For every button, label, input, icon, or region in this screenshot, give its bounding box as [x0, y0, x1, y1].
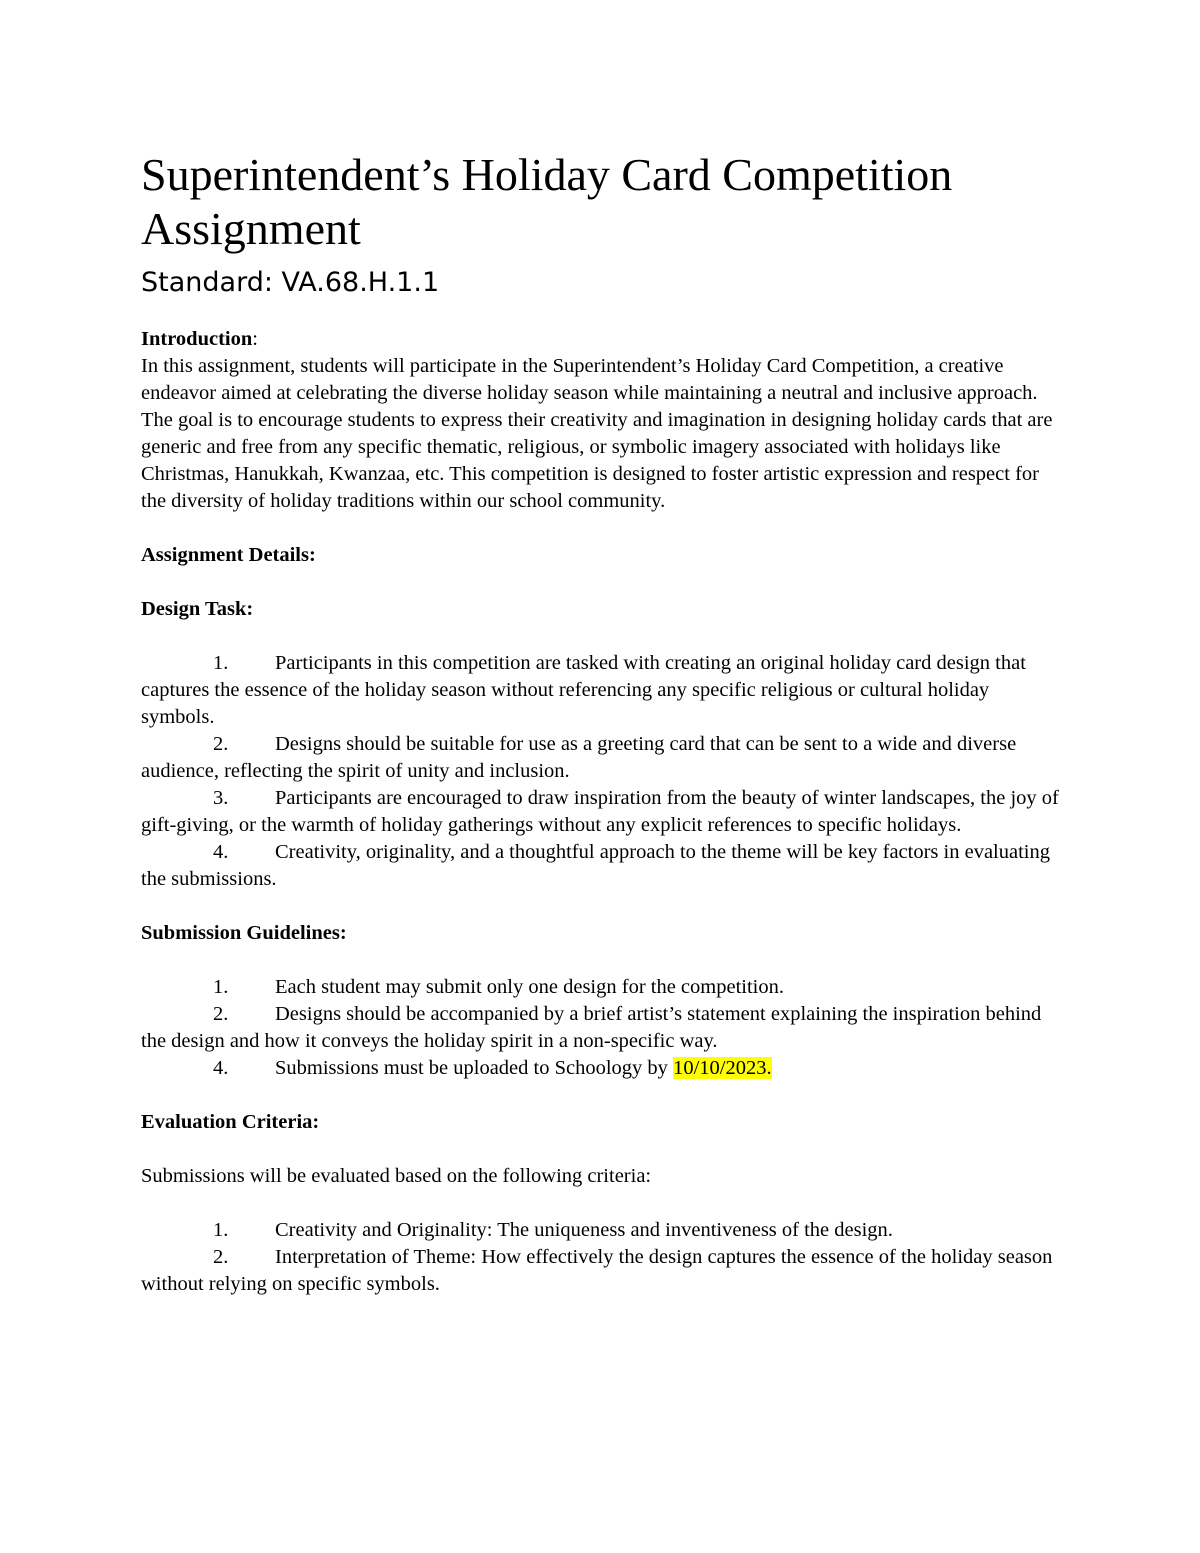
list-item-number: 3.	[213, 787, 229, 809]
list-item	[141, 839, 1061, 893]
list-item-number: 1.	[213, 976, 229, 998]
list-item-text: Interpretation of Theme: How effectively the design captures the essence of the holiday season without relying on specific symbols.	[141, 1246, 1053, 1295]
list-item-text: Creativity, originality, and a thoughtful approach to the theme will be key factors in evaluating the submissions.	[141, 841, 1050, 890]
list-item-number: 2.	[213, 733, 229, 755]
introduction-heading: Introduction	[141, 328, 253, 350]
submission-guidelines-heading: Submission Guidelines:	[141, 922, 347, 944]
list-item	[141, 1001, 1061, 1055]
list-item-text: Designs should be accompanied by a brief artist’s statement explaining the inspiration behind the design and how it conveys the holiday spirit in a non-specific way.	[141, 1003, 1042, 1052]
list-item-text: Participants in this competition are tasked with creating an original holiday card design that captures the essence of the holiday season without referencing any specific religious or cultural holiday symbols.	[141, 652, 1026, 728]
list-item	[141, 1244, 1061, 1298]
list-item-text: Creativity and Originality: The uniqueness and inventiveness of the design.	[275, 1219, 893, 1241]
assignment-details-heading: Assignment Details:	[141, 544, 316, 566]
list-item-number: 2.	[213, 1003, 229, 1025]
design-task-list	[141, 650, 1061, 893]
list-item	[141, 974, 1061, 1001]
deadline-list-item	[141, 1055, 1061, 1082]
list-item-text: Participants are encouraged to draw inspiration from the beauty of winter landscapes, the joy of gift-giving, or the warmth of holiday gatherings without any explicit references to specific holidays.	[141, 787, 1059, 836]
assignment-details-section	[141, 542, 1061, 569]
list-item-text: Submissions must be uploaded to Schoology by	[275, 1057, 674, 1079]
design-task-heading: Design Task:	[141, 598, 254, 620]
document-page	[141, 148, 1061, 1298]
list-item-number: 4.	[213, 841, 229, 863]
list-item-number: 1.	[213, 652, 229, 674]
introduction-section	[141, 326, 1061, 515]
standard-subtitle: Standard: VA.68.H.1.1	[141, 267, 440, 298]
list-item-number: 1.	[213, 1219, 229, 1241]
list-item	[141, 1217, 1061, 1244]
design-task-section	[141, 596, 1061, 893]
evaluation-criteria-list	[141, 1217, 1061, 1298]
list-item-text: Designs should be suitable for use as a greeting card that can be sent to a wide and diverse audience, reflecting the spirit of unity and inclusion.	[141, 733, 1017, 782]
submission-guidelines-list	[141, 974, 1061, 1082]
evaluation-criteria-heading: Evaluation Criteria:	[141, 1111, 320, 1133]
list-item-number: 2.	[213, 1246, 229, 1268]
list-item	[141, 785, 1061, 839]
list-item-number: 4.	[213, 1057, 229, 1079]
introduction-colon: :	[252, 328, 258, 350]
highlighted-deadline-date: 10/10/2023.	[673, 1057, 772, 1079]
evaluation-criteria-section	[141, 1109, 1061, 1298]
list-item	[141, 650, 1061, 731]
list-item	[141, 731, 1061, 785]
submission-guidelines-section	[141, 920, 1061, 1082]
evaluation-criteria-intro: Submissions will be evaluated based on the following criteria:	[141, 1165, 652, 1187]
list-item-text: Each student may submit only one design for the competition.	[275, 976, 784, 998]
introduction-paragraph: In this assignment, students will participate in the Superintendent’s Holiday Card Competition, a creative endeavor aimed at celebrating the diverse holiday season while maintaining a neutral and inclusive approach. The goal is to encourage students to express their creativity and imagination in designing holiday cards that are generic and free from any specific thematic, religious, or symbolic imagery associated with holidays like Christmas, Hanukkah, Kwanzaa, etc. This competition is designed to foster artistic expression and respect for the diversity of holiday traditions within our school community.	[141, 355, 1053, 512]
document-title: Superintendent’s Holiday Card Competition Assignment	[141, 149, 953, 254]
